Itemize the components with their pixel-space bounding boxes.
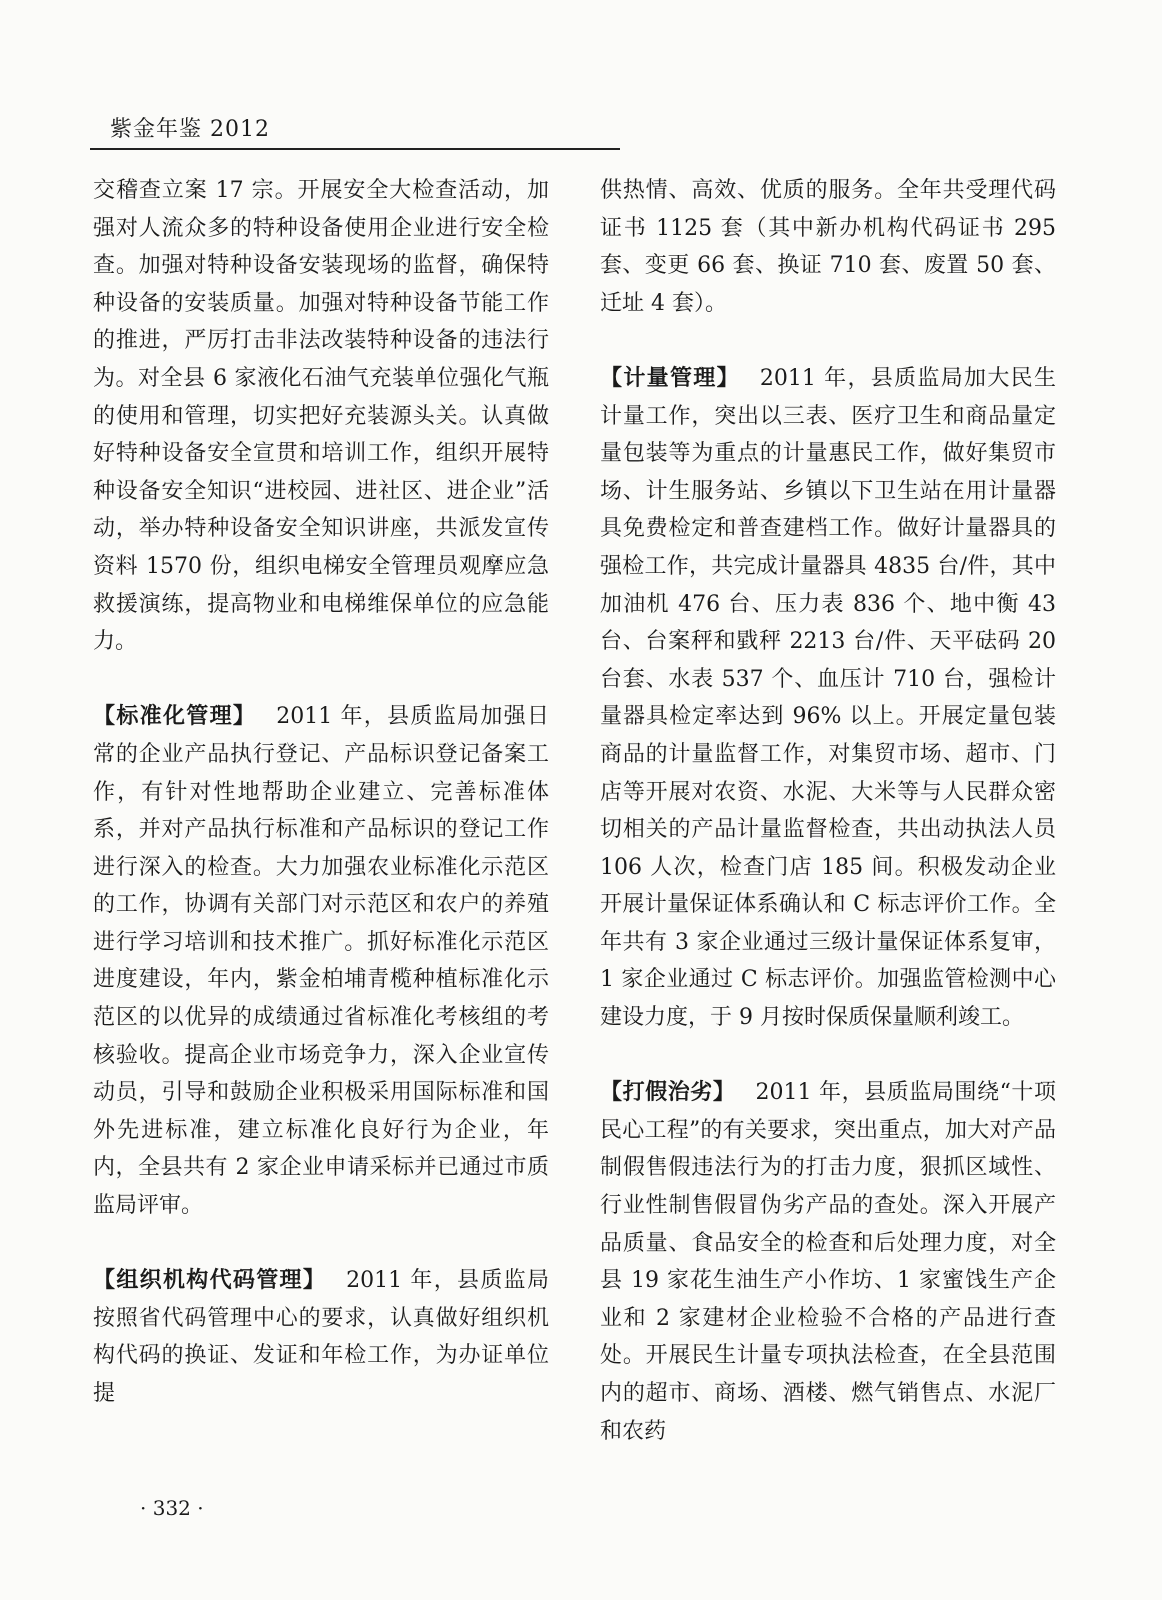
running-header: 紫金年鉴 2012 xyxy=(110,117,270,142)
section-heading: 【标准化管理】 xyxy=(93,704,257,730)
section-heading: 【打假治劣】 xyxy=(600,1080,736,1106)
section-standardization xyxy=(93,698,549,1224)
section-text: 2011 年，县质监局按照省代码管理中心的要求，认真做好组织机构代码的换证、发证和年检工作，为办证单位提 xyxy=(93,1268,549,1406)
section-text: 2011 年，县质监局围绕“十项民心工程”的有关要求，突出重点，加大对产品制假售假违法行为的打击力度，狠抓区域性、行业性制售假冒伪劣产品的查处。深入开展产品质量、食品安全的检查和后处理力度，对全县 19 家花生油生产小作坊、1 家蜜饯生产企业和 2 家建材企业检验不合格的产品进行查处。开展民生计量专项执法检查，在全县范围内的超市、商场、酒楼、燃气销售点、水泥厂和农药 xyxy=(600,1080,1056,1444)
section-metrology xyxy=(600,360,1056,1037)
section-heading: 【计量管理】 xyxy=(600,365,740,391)
section-text: 2011 年，县质监局加强日常的企业产品执行登记、产品标识登记备案工作，有针对性地帮助企业建立、完善标准体系，并对产品执行标准和产品标识的登记工作进行深入的检查。大力加强农业标准化示范区的工作，协调有关部门对示范区和农户的养殖进行学习培训和技术推广。抓好标准化示范区进度建设，年内，紫金柏埔青榄种植标准化示范区的以优异的成绩通过省标准化考核组的考核验收。提高企业市场竞争力，深入企业宣传动员，引导和鼓励企业积极采用国际标准和国外先进标准，建立标准化良好行为企业，年内，全县共有 2 家企业申请采标并已通过市质监局评审。 xyxy=(93,704,549,1219)
section-text: 2011 年，县质监局加大民生计量工作，突出以三表、医疗卫生和商品量定量包装等为重点的计量惠民工作，做好集贸市场、计生服务站、乡镇以下卫生站在用计量器具免费检定和普查建档工作。做好计量器具的强检工作，共完成计量器具 4835 台/件，其中加油机 476 台、压力表 836 个、地中衡 43 台、台案秤和戥秤 2213 台/件、天平砝码 20 台套、水表 537 个、血压计 710 台，强检计量器具检定率达到 96% 以上。开展定量包装商品的计量监督工作，对集贸市场、超市、门店等开展对农资、水泥、大米等与人民群众密切相关的产品计量监督检查，共出动执法人员 106 人次，检查门店 185 间。积极发动企业开展计量保证体系确认和 C 标志评价工作。全年共有 3 家企业通过三级计量保证体系复审，1 家企业通过 C 标志评价。加强监管检测中心建设力度，于 9 月按时保质保量顺利竣工。 xyxy=(600,365,1056,1031)
right-column xyxy=(600,172,1056,1450)
left-column xyxy=(93,172,549,1413)
section-heading: 【组织机构代码管理】 xyxy=(93,1268,327,1294)
header-rule xyxy=(90,148,620,150)
intro-paragraph: 交稽查立案 17 宗。开展安全大检查活动，加强对人流众多的特种设备使用企业进行安全检查。加强对特种设备安装现场的监督，确保特种设备的安装质量。加强对特种设备节能工作的推进，严厉打击非法改装特种设备的违法行为。对全县 6 家液化石油气充装单位强化气瓶的使用和管理，切实把好充装源头关。认真做好特种设备安全宣贯和培训工作，组织开展特种设备安全知识“进校园、进社区、进企业”活动，举办特种设备安全知识讲座，共派发宣传资料 1570 份，组织电梯安全管理员观摩应急救援演练，提高物业和电梯维保单位的应急能力。 xyxy=(93,178,549,655)
section-org-code xyxy=(93,1262,549,1412)
section-anti-counterfeit xyxy=(600,1074,1056,1450)
page-number: · 332 · xyxy=(140,1496,204,1520)
intro-paragraph: 供热情、高效、优质的服务。全年共受理代码证书 1125 套（其中新办机构代码证书 295 套、变更 66 套、换证 710 套、废置 50 套、迁址 4 套）。 xyxy=(600,178,1056,316)
